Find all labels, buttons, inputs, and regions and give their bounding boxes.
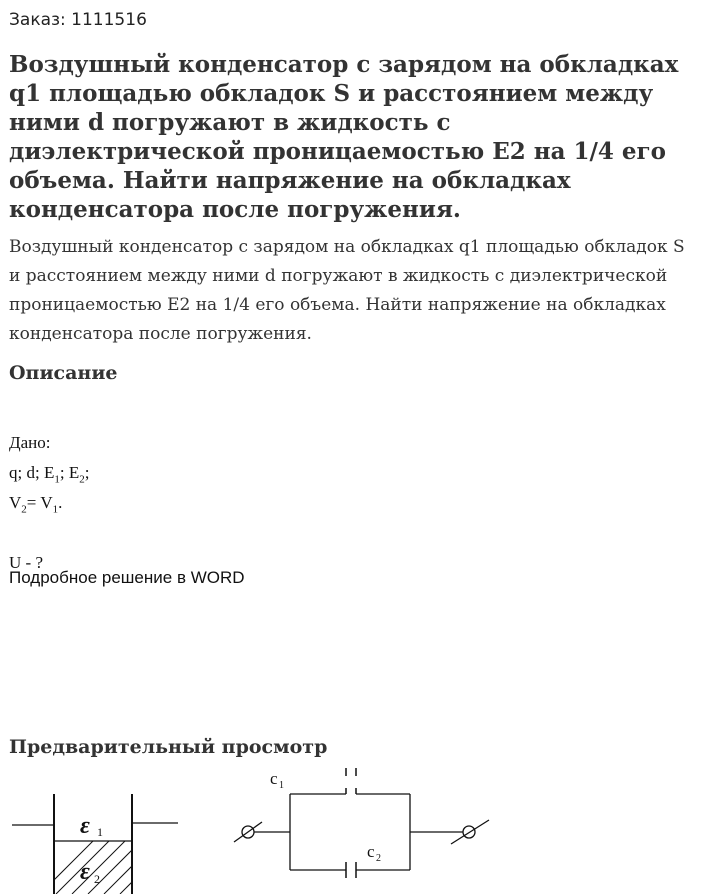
var-e2: E [68, 463, 80, 482]
c1-label: c [270, 769, 278, 788]
separator: . [58, 493, 63, 512]
equivalent-circuit [234, 768, 489, 878]
var-v1-sub: 1 [52, 503, 59, 516]
epsilon-2-symbol: ε [80, 859, 90, 885]
find-quantity: U - ? [9, 553, 43, 572]
var-d: d [26, 463, 35, 482]
var-v2: V [9, 493, 22, 512]
var-e2-sub: 2 [79, 473, 85, 486]
equals-sign: = [26, 493, 41, 512]
epsilon-1-symbol: ε [80, 813, 90, 839]
preview-image [0, 762, 701, 894]
page-title: Воздушный конденсатор с зарядом на обкладках q1 площадью обкладок S и расстоянием между ними d погружают в жидкость с диэлектрической проницаемостью E2 на 1/4 его объема. Найти напряжение на обкладках конденсатора после погружения. [9, 51, 679, 223]
given-volume-relation [9, 488, 89, 518]
var-v1: V [40, 493, 53, 512]
var-e1: E [43, 463, 55, 482]
var-q: q [9, 463, 18, 482]
spacer [9, 518, 89, 548]
task-text: Воздушный конденсатор с зарядом на обкладках q1 площадью обкладок S и расстоянием между ними d погружают в жидкость с диэлектрической проницаемостью E2 на 1/4 его объема. Найти напряжение на обкладках конденсатора после погружения. [9, 237, 685, 344]
epsilon-1-subscript: 1 [97, 825, 103, 839]
separator: ; [34, 463, 44, 482]
preview-heading: Предварительный просмотр [9, 736, 328, 758]
given-variables [9, 458, 89, 488]
description-heading: Описание [9, 362, 118, 384]
order-number: Заказ: 1111516 [9, 10, 147, 30]
var-v2-sub: 2 [21, 503, 27, 516]
given-block [9, 428, 89, 578]
preview-figure [0, 762, 701, 894]
separator: ; [84, 463, 90, 482]
separator: ; [59, 463, 69, 482]
liquid-hatching [40, 840, 174, 894]
c2-label: c [367, 842, 375, 861]
capacitor-cross-section [12, 794, 178, 894]
solution-note: Подробное решение в WORD [9, 568, 245, 587]
c1-subscript: 1 [279, 780, 284, 791]
separator: ; [17, 463, 27, 482]
c2-subscript: 2 [376, 853, 381, 864]
var-e1-sub: 1 [54, 473, 60, 486]
given-label: Дано: [9, 433, 51, 452]
epsilon-2-subscript: 2 [94, 872, 100, 886]
